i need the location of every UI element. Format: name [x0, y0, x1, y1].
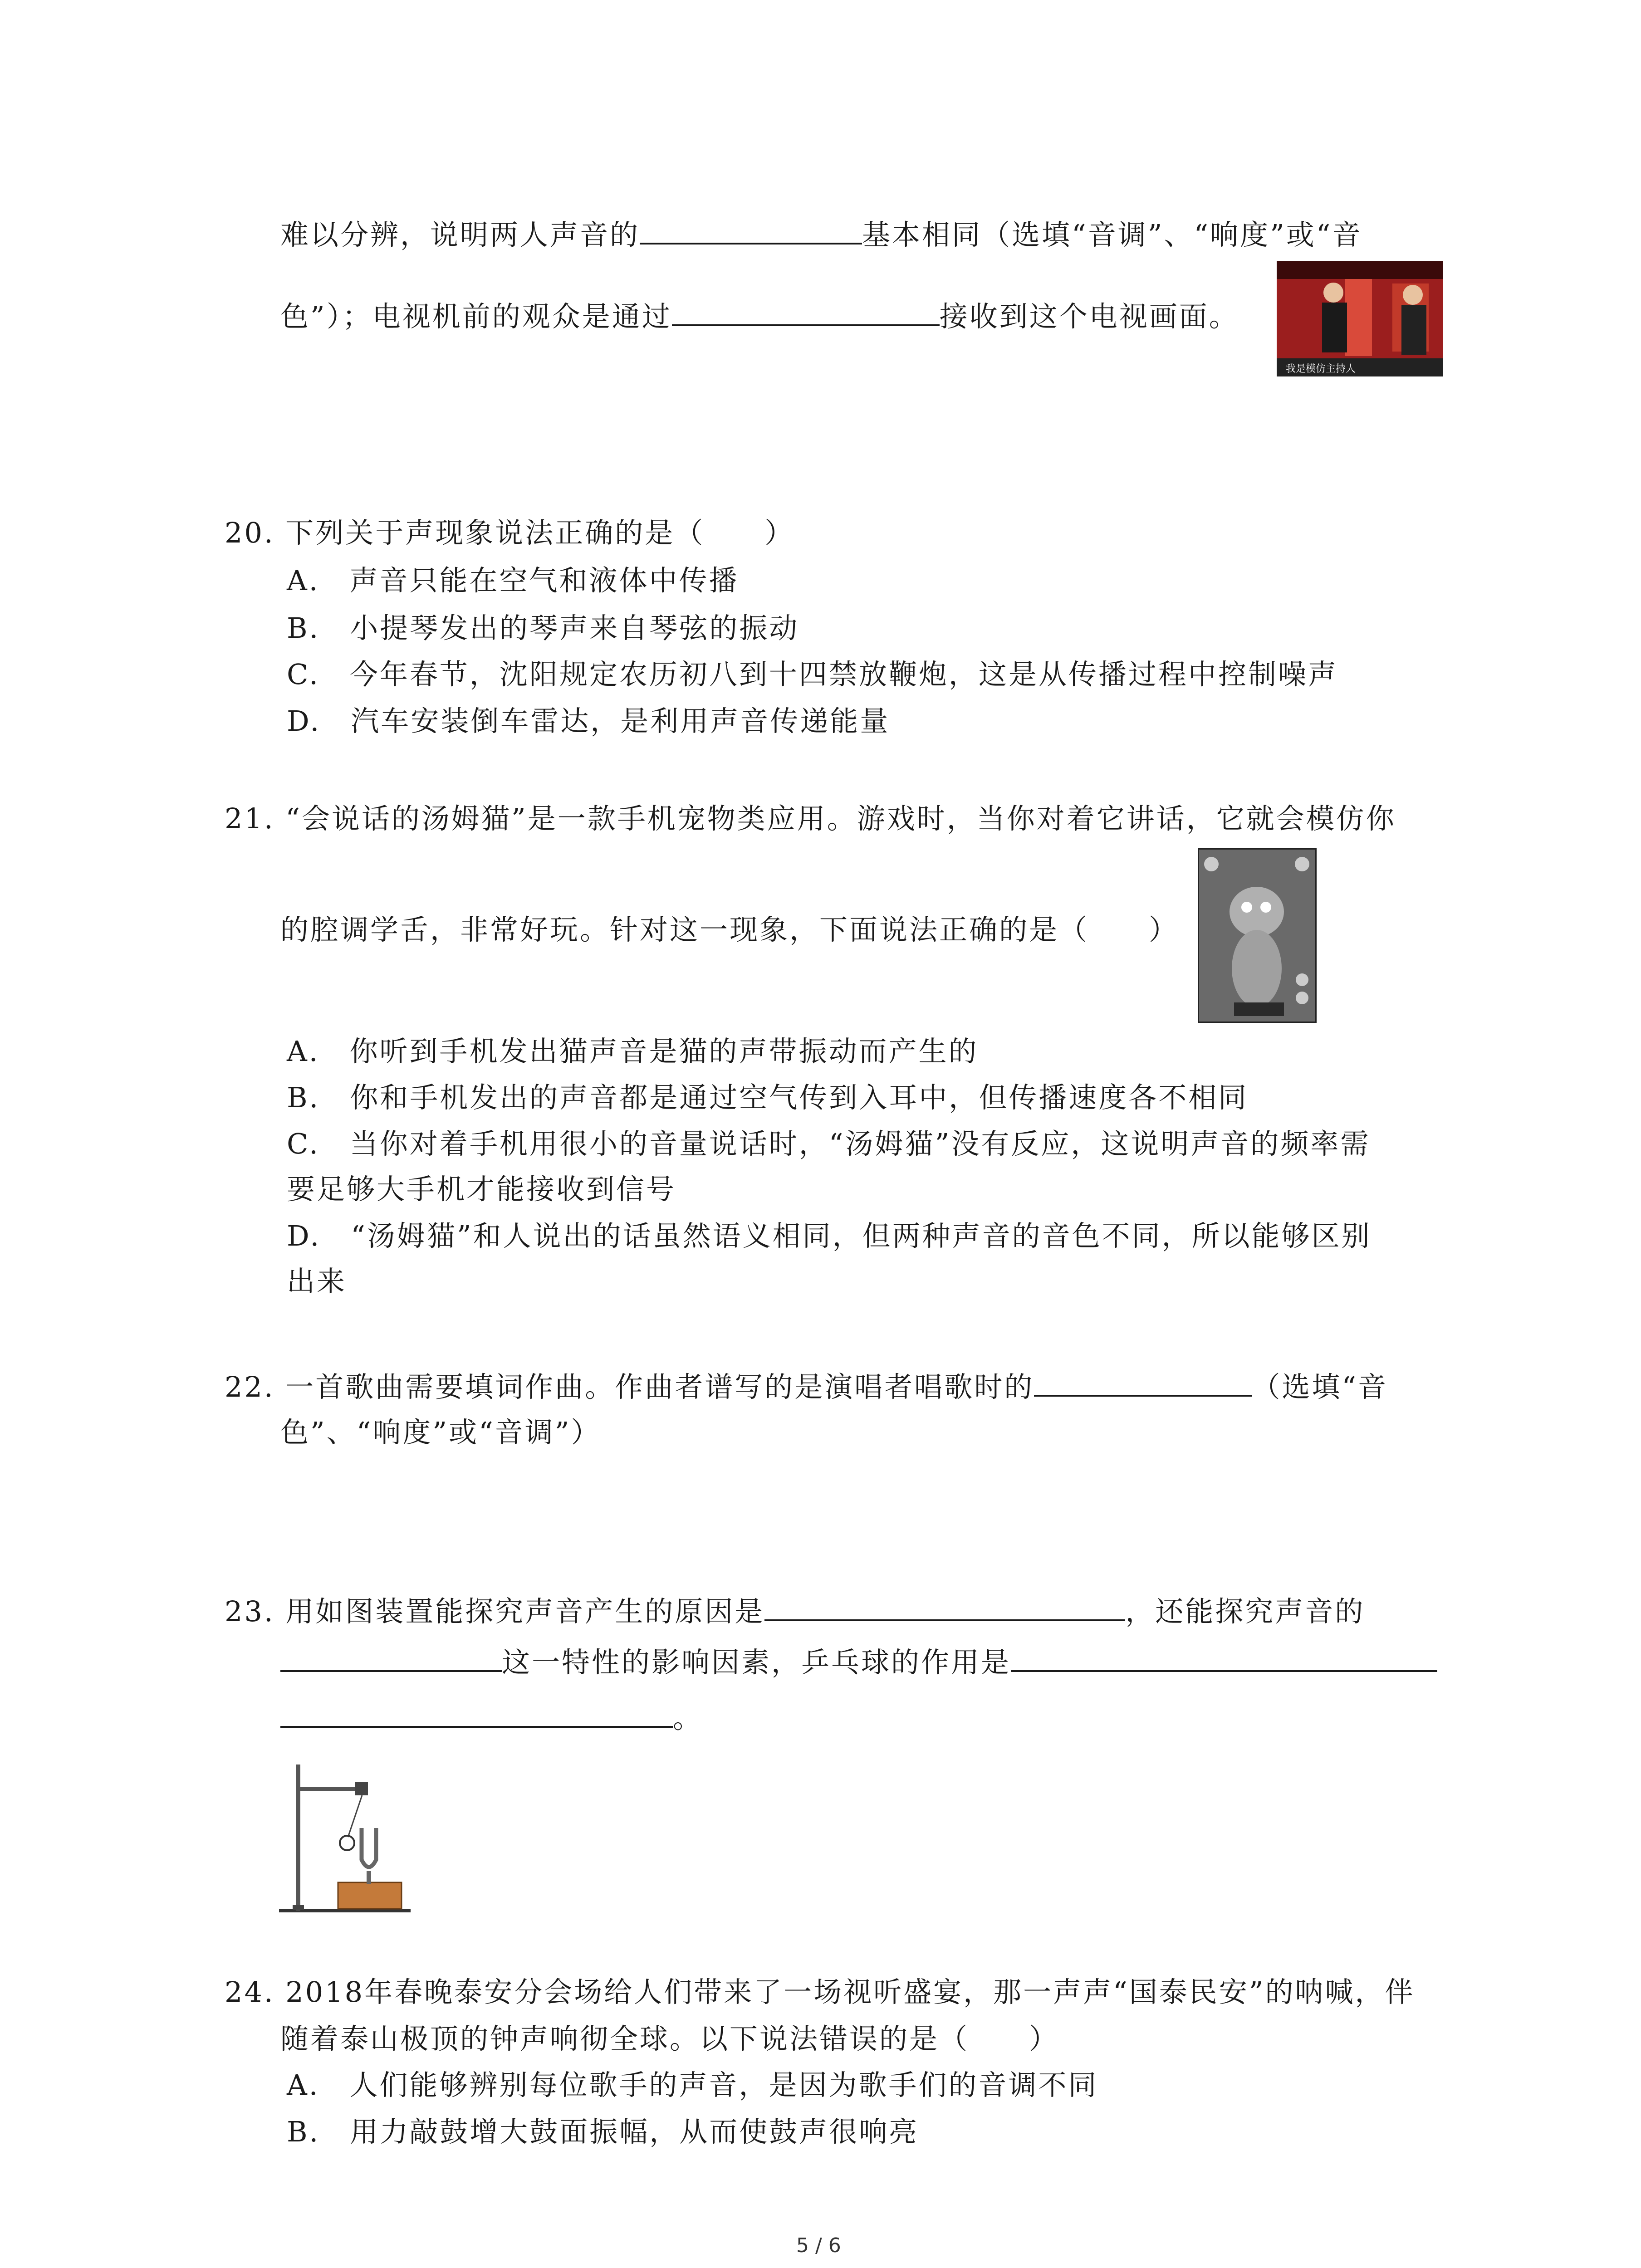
q23-line3 [280, 1699, 703, 1736]
q23-text: ，还能探究声音的 [1125, 1595, 1365, 1628]
q19-text: 基本相同（选填“音调”、“响度”或“音 [862, 218, 1362, 251]
q22-blank[interactable] [1034, 1368, 1252, 1397]
q23-blank-3[interactable] [1011, 1643, 1437, 1672]
q24-option-a[interactable]: A. 人们能够辨别每位歌手的声音，是因为歌手们的音调不同 [287, 2068, 1098, 2102]
q21-stem-1: 21. “会说话的汤姆猫”是一款手机宠物类应用。游戏时，当你对着它讲话，它就会模仿你 [225, 802, 1396, 835]
q20-option-d[interactable]: D. 汽车安装倒车雷达，是利用声音传递能量 [287, 704, 890, 738]
q20-option-c[interactable]: C. 今年春节，沈阳规定农历初八到十四禁放鞭炮，这是从传播过程中控制噪声 [287, 658, 1338, 691]
q20-option-a[interactable]: A. 声音只能在空气和液体中传播 [287, 564, 739, 597]
q23-text: 。 [673, 1701, 703, 1735]
q19-blank-1[interactable] [640, 215, 862, 244]
q19-line1 [280, 215, 1362, 253]
q21-option-c[interactable]: C. 当你对着手机用很小的音量说话时，“汤姆猫”没有反应，这说明声音的频率需 [287, 1127, 1371, 1160]
q20-option-b[interactable]: B. 小提琴发出的琴声来自琴弦的振动 [287, 611, 799, 645]
q21-stem-2: 的腔调学舌，非常好玩。针对这一现象，下面说法正确的是（ ） [280, 913, 1179, 946]
q24-option-b[interactable]: B. 用力敲鼓增大鼓面振幅，从而使鼓声很响亮 [287, 2115, 919, 2148]
tuning-fork-apparatus [279, 1755, 411, 1921]
q20-stem: 20. 下列关于声现象说法正确的是（ ） [225, 516, 795, 549]
q21-option-a[interactable]: A. 你听到手机发出猫声音是猫的声带振动而产生的 [287, 1035, 979, 1068]
q23-line1 [225, 1592, 1365, 1630]
q24-stem-2: 随着泰山极顶的钟声响彻全球。以下说法错误的是（ ） [280, 2022, 1059, 2055]
q23-text: 这一特性的影响因素，乒乓球的作用是 [502, 1646, 1011, 1679]
q21-option-d[interactable]: D. “汤姆猫”和人说出的话虽然语义相同，但两种声音的音色不同，所以能够区别 [287, 1219, 1372, 1252]
q22-line1 [225, 1368, 1388, 1405]
talking-tom-image [1198, 848, 1317, 1023]
q21-option-b[interactable]: B. 你和手机发出的声音都是通过空气传到入耳中，但传播速度各不相同 [287, 1081, 1249, 1114]
q23-text: 23. 用如图装置能探究声音产生的原因是 [225, 1595, 765, 1628]
q19-text: 色”）；电视机前的观众是通过 [280, 300, 672, 333]
page-number: 5 / 6 [796, 2234, 841, 2257]
tv-caption: 我是模仿主持人 [1286, 363, 1356, 375]
q22-text: 22. 一首歌曲需要填词作曲。作曲者谱写的是演唱者唱歌时的 [225, 1370, 1034, 1403]
q19-text: 接收到这个电视画面。 [939, 300, 1239, 333]
q23-blank-2[interactable] [280, 1643, 502, 1672]
q19-text: 难以分辨，说明两人声音的 [280, 218, 640, 251]
q22-text: （选填“音 [1252, 1370, 1388, 1403]
q21-option-d-cont: 出来 [287, 1265, 347, 1298]
q21-option-c-cont: 要足够大手机才能接收到信号 [287, 1173, 676, 1206]
q19-blank-2[interactable] [672, 297, 940, 326]
q23-blank-4[interactable] [280, 1699, 673, 1728]
tv-show-photo [1277, 261, 1443, 376]
q23-blank-1[interactable] [764, 1592, 1125, 1621]
q19-line2 [280, 297, 1239, 335]
q22-line2: 色”、“响度”或“音调”） [280, 1416, 601, 1449]
q23-line2 [280, 1643, 1437, 1681]
q24-stem-1: 24. 2018年春晚泰安分会场给人们带来了一场视听盛宴，那一声声“国泰民安”的呐喊，伴 [225, 1975, 1415, 2009]
